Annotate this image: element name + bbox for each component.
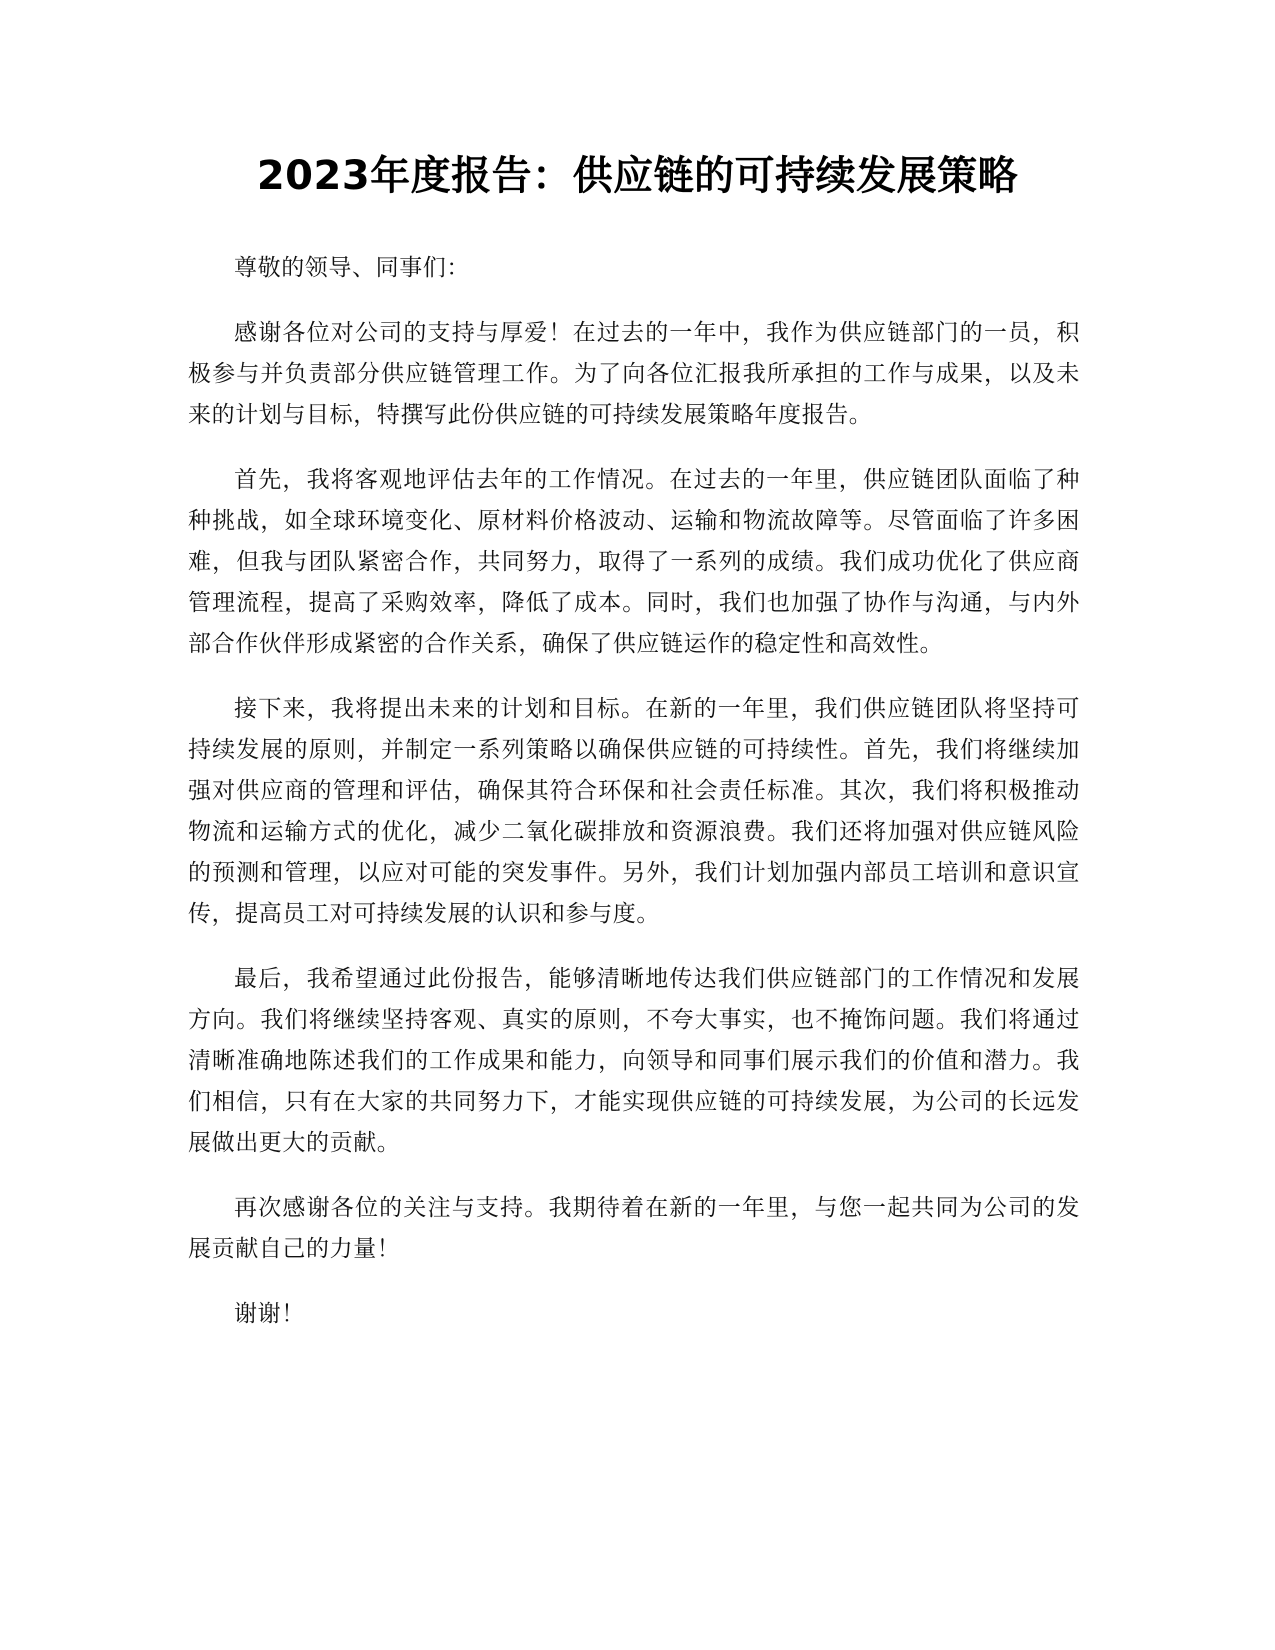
plan-paragraph: 接下来，我将提出未来的计划和目标。在新的一年里，我们供应链团队将坚持可持续发展的原则，并制定一系列策略以确保供应链的可持续性。首先，我们将继续加强对供应商的管理和评估，确保其符合环保和社会责任标准。其次，我们将积极推动物流和运输方式的优化，减少二氧化碳排放和资源浪费。我们还将加强对供应链风险的预测和管理，以应对可能的突发事件。另外，我们计划加强内部员工培训和意识宣传，提高员工对可持续发展的认识和参与度。 <box>188 696 1080 927</box>
closing-paragraph: 谢谢！ <box>234 1301 305 1327</box>
review-paragraph: 首先，我将客观地评估去年的工作情况。在过去的一年里，供应链团队面临了种种挑战，如全球环境变化、原材料价格波动、运输和物流故障等。尽管面临了许多困难，但我与团队紧密合作，共同努力，取得了一系列的成绩。我们成功优化了供应商管理流程，提高了采购效率，降低了成本。同时，我们也加强了协作与沟通，与内外部合作伙伴形成紧密的合作关系，确保了供应链运作的稳定性和高效性。 <box>188 467 1080 657</box>
conclusion-paragraph: 最后，我希望通过此份报告，能够清晰地传达我们供应链部门的工作情况和发展方向。我们将继续坚持客观、真实的原则，不夸大事实，也不掩饰问题。我们将通过清晰准确地陈述我们的工作成果和能力，向领导和同事们展示我们的价值和潜力。我们相信，只有在大家的共同努力下，才能实现供应链的可持续发展，为公司的长远发展做出更大的贡献。 <box>188 966 1080 1156</box>
salutation-paragraph: 尊敬的领导、同事们： <box>234 255 470 281</box>
document-body <box>188 248 1080 1359</box>
intro-paragraph: 感谢各位对公司的支持与厚爱！在过去的一年中，我作为供应链部门的一员，积极参与并负责部分供应链管理工作。为了向各位汇报我所承担的工作与成果，以及未来的计划与目标，特撰写此份供应链的可持续发展策略年度报告。 <box>188 320 1080 428</box>
document-title: 2023年度报告：供应链的可持续发展策略 <box>256 153 1019 199</box>
thanks-paragraph: 再次感谢各位的关注与支持。我期待着在新的一年里，与您一起共同为公司的发展贡献自己的力量！ <box>188 1195 1080 1262</box>
